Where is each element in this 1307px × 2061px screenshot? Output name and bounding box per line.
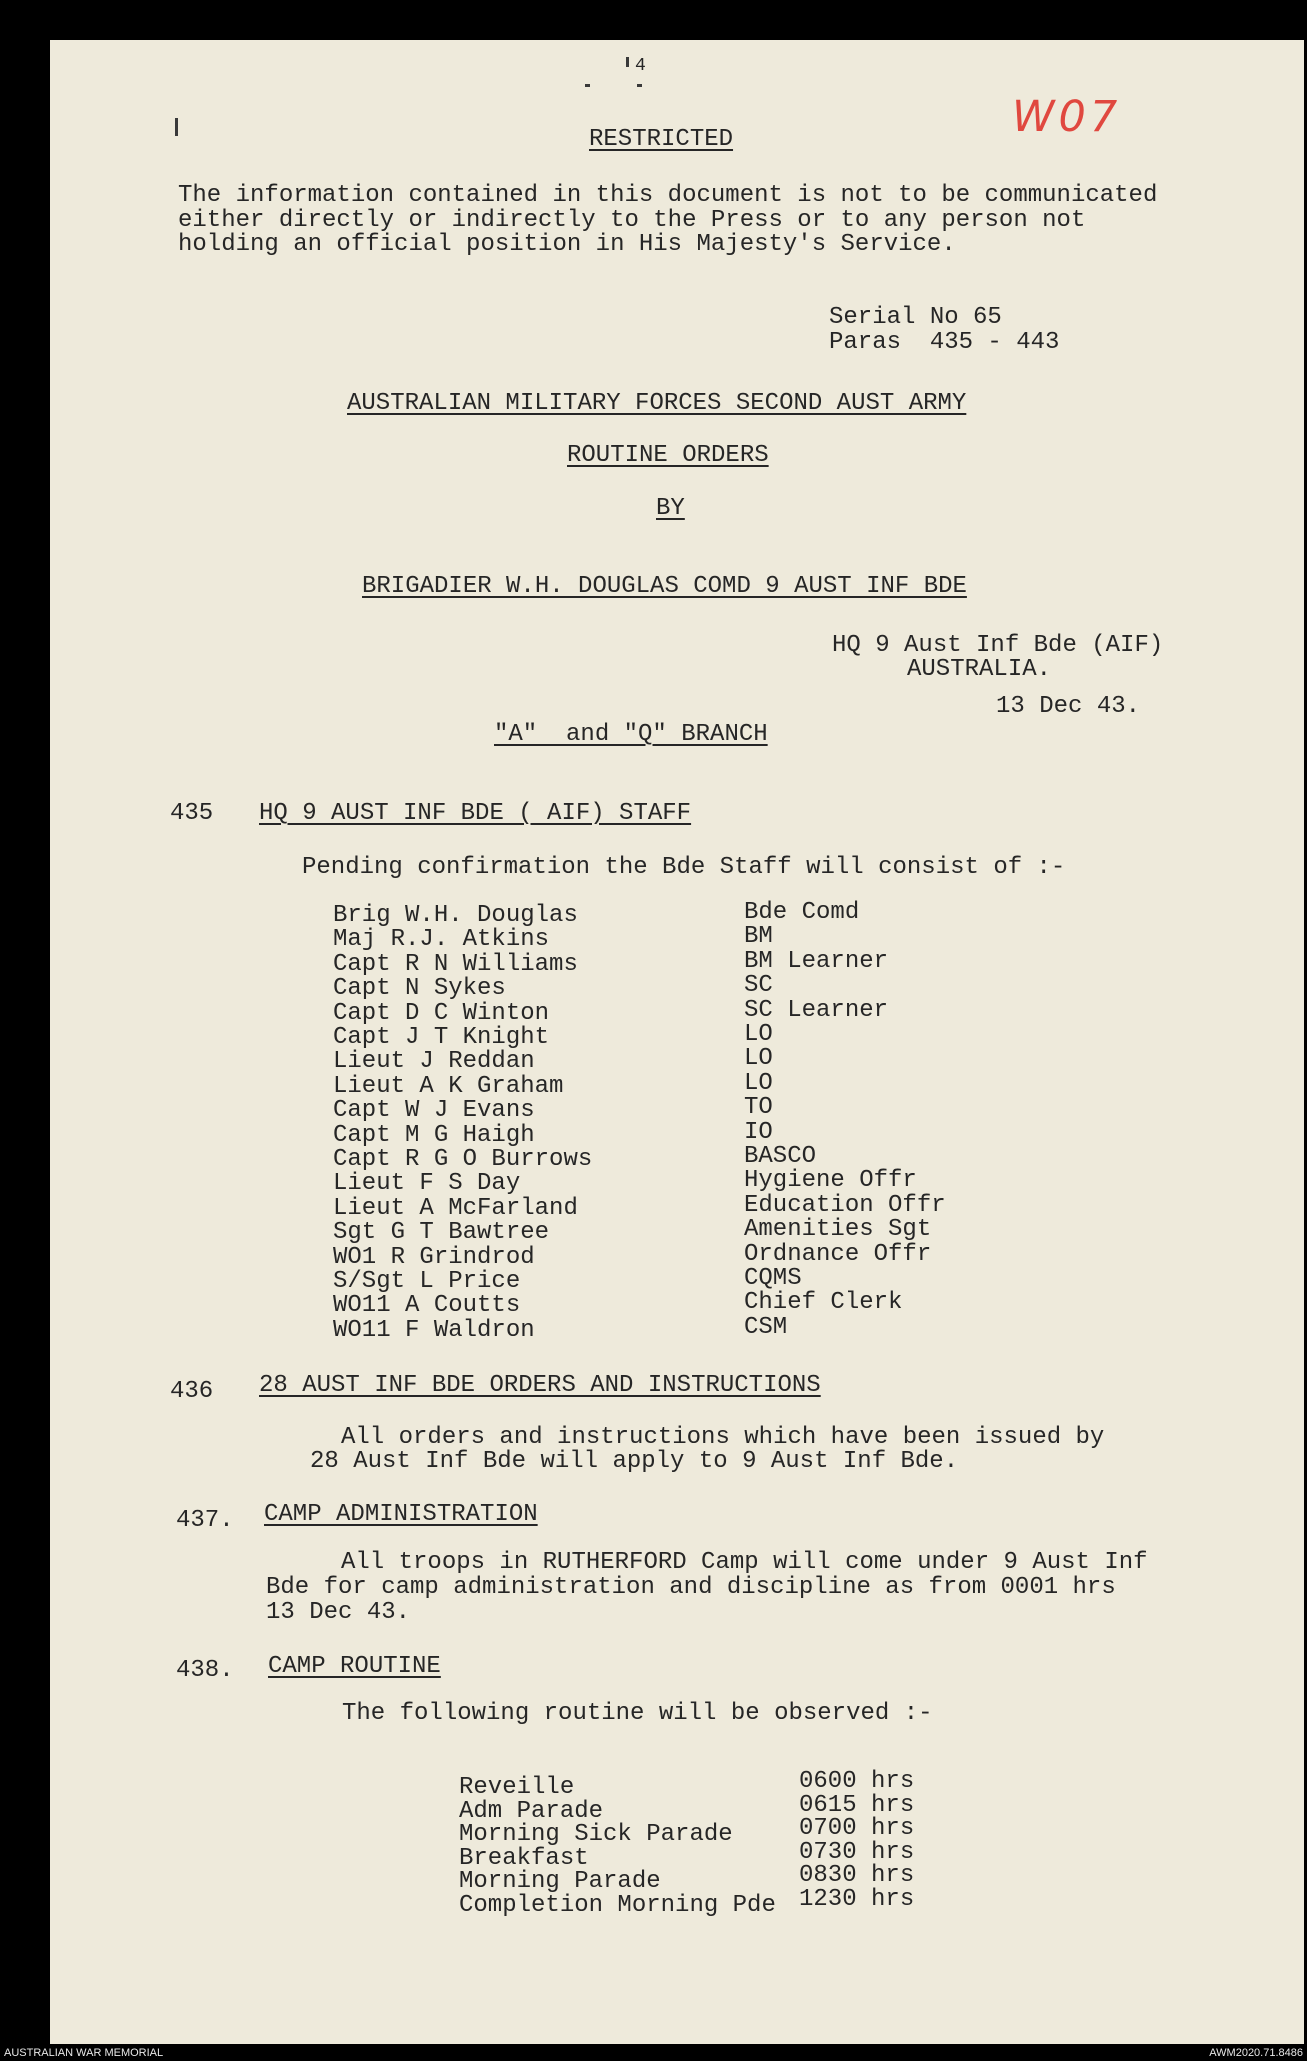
staff-name: Lieut A K Graham: [333, 1072, 564, 1100]
para-intro: Pending confirmation the Bde Staff will consist of :-: [302, 854, 1066, 881]
routine-event: Completion Morning Pde: [459, 1892, 776, 1919]
notice-line-1: The information contained in this document is not to be communicated: [178, 182, 1158, 209]
staff-role: Ordnance Offr: [744, 1240, 932, 1268]
address-line-1: HQ 9 Aust Inf Bde (AIF): [832, 632, 1164, 659]
routine-time: 0830 hrs: [799, 1862, 915, 1890]
para-body-line: All orders and instructions which have been issued by: [341, 1424, 1105, 1451]
routine-event: Adm Parade: [459, 1797, 604, 1825]
staff-name: WO11 F Waldron: [333, 1316, 535, 1344]
para-number: 437.: [176, 1507, 234, 1534]
heading-forces: AUSTRALIAN MILITARY FORCES SECOND AUST ARMY: [347, 390, 967, 417]
staff-role: Bde Comd: [744, 899, 860, 926]
para-title: CAMP ROUTINE: [268, 1653, 441, 1680]
page-mark: 4: [635, 56, 646, 76]
staff-name: Capt M G Haigh: [333, 1121, 535, 1149]
staff-role: BASCO: [744, 1143, 817, 1170]
routine-time: 0700 hrs: [799, 1815, 915, 1843]
staff-role: CQMS: [744, 1265, 802, 1292]
para-title: CAMP ADMINISTRATION: [264, 1501, 538, 1528]
ink-mark: [585, 84, 590, 87]
document-page: [50, 40, 1304, 2044]
staff-role: Hygiene Offr: [744, 1167, 917, 1195]
notice-line-2: either directly or indirectly to the Press or to any person not: [178, 207, 1086, 234]
punch-mark: [175, 118, 178, 136]
staff-name: WO11 A Coutts: [333, 1292, 521, 1320]
para-body-line: 13 Dec 43.: [266, 1599, 411, 1626]
notice-line-3: holding an official position in His Majesty's Service.: [178, 231, 956, 258]
staff-name: Brig W.H. Douglas: [333, 902, 578, 929]
para-title: 28 AUST INF BDE ORDERS AND INSTRUCTIONS: [259, 1372, 821, 1399]
staff-role: LO: [744, 1045, 773, 1073]
staff-role: IO: [744, 1118, 773, 1146]
para-number: 435: [170, 800, 214, 827]
routine-event: Morning Sick Parade: [459, 1821, 733, 1849]
para-body-line: 28 Aust Inf Bde will apply to 9 Aust Inf Bde.: [310, 1448, 959, 1475]
staff-name: Capt W J Evans: [333, 1097, 535, 1125]
staff-role: BM: [744, 923, 773, 951]
staff-name: Capt R N Williams: [333, 950, 578, 978]
staff-role: BM Learner: [744, 947, 889, 975]
paras-range: Paras 435 - 443: [829, 329, 1060, 356]
issue-date: 13 Dec 43.: [996, 693, 1141, 720]
para-body-line: All troops in RUTHERFORD Camp will come under 9 Aust Inf: [341, 1549, 1148, 1576]
staff-name: Capt J T Knight: [333, 1024, 550, 1051]
footer-accession: AWM2020.71.8486: [1209, 2047, 1303, 2059]
para-number: 438.: [176, 1657, 234, 1684]
staff-name: Capt N Sykes: [333, 975, 506, 1003]
para-number: 436: [170, 1378, 214, 1405]
staff-role: Education Offr: [744, 1191, 946, 1219]
handwritten-reference: W07: [1012, 92, 1122, 142]
staff-role: TO: [744, 1094, 773, 1122]
staff-role: Amenities Sgt: [744, 1216, 932, 1244]
staff-role: CSM: [744, 1313, 788, 1341]
routine-time: 1230 hrs: [799, 1886, 915, 1913]
routine-time: 0615 hrs: [799, 1791, 915, 1819]
staff-name: Lieut F S Day: [333, 1170, 521, 1198]
heading-routine-orders: ROUTINE ORDERS: [567, 442, 769, 469]
routine-time: 0730 hrs: [799, 1838, 915, 1866]
staff-name: WO1 R Grindrod: [333, 1243, 535, 1271]
staff-name: Capt D C Winton: [333, 999, 550, 1027]
staff-name: S/Sgt L Price: [333, 1268, 521, 1295]
staff-name: Capt R G O Burrows: [333, 1146, 593, 1173]
classification-label: RESTRICTED: [589, 126, 734, 153]
para-title: HQ 9 AUST INF BDE ( AIF) STAFF: [259, 800, 692, 827]
staff-name: Lieut J Reddan: [333, 1048, 535, 1076]
heading-brigadier: BRIGADIER W.H. DOUGLAS COMD 9 AUST INF BDE: [362, 573, 967, 600]
staff-role: SC: [744, 972, 773, 1000]
ink-mark: [626, 57, 629, 67]
footer-institution: AUSTRALIAN WAR MEMORIAL: [4, 2047, 164, 2059]
routine-event: Breakfast: [459, 1844, 589, 1872]
heading-by: BY: [656, 495, 685, 522]
staff-role: Chief Clerk: [744, 1289, 903, 1317]
para-body-line: Bde for camp administration and discipline as from 0001 hrs: [266, 1574, 1116, 1601]
routine-event: Reveille: [459, 1774, 575, 1801]
staff-name: Lieut A McFarland: [333, 1194, 578, 1222]
staff-role: LO: [744, 1069, 773, 1097]
staff-role: LO: [744, 1021, 773, 1048]
ink-mark: [637, 84, 642, 87]
address-line-2: AUSTRALIA.: [907, 656, 1052, 683]
staff-name: Sgt G T Bawtree: [333, 1219, 550, 1247]
branch-heading: "A" and "Q" BRANCH: [494, 721, 768, 748]
para-intro: The following routine will be observed :-: [342, 1700, 933, 1727]
routine-event: Morning Parade: [459, 1868, 661, 1896]
staff-name: Maj R.J. Atkins: [333, 926, 550, 954]
staff-role: SC Learner: [744, 996, 889, 1024]
routine-time: 0600 hrs: [799, 1768, 915, 1795]
serial-number: Serial No 65: [829, 304, 1002, 331]
